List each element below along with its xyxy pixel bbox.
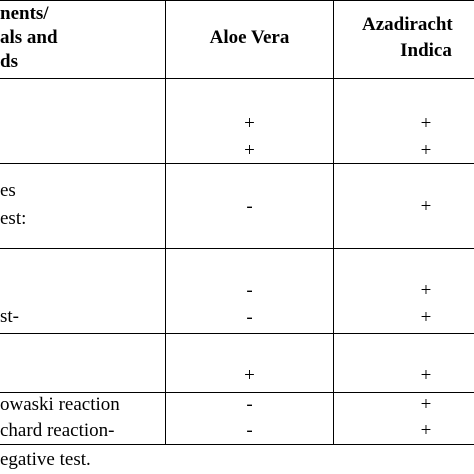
test-label: es: [0, 180, 16, 201]
table-top-border: [0, 0, 474, 1]
row4-bottom-border: [0, 392, 474, 393]
row2-bottom-border: [0, 248, 474, 249]
row3-bottom-border: [0, 333, 474, 334]
test-label: chard reaction-: [0, 420, 115, 441]
aloe-result: +: [244, 113, 255, 134]
azadirachta-result: +: [420, 307, 432, 328]
azadirachta-result: +: [420, 280, 432, 301]
azadirachta-result: +: [420, 394, 432, 415]
test-label: owaski reaction: [0, 394, 120, 415]
table-footnote: egative test.: [0, 449, 91, 470]
header-azadirachta-line-2: Indica: [400, 40, 452, 61]
header-constituents-line-3: ds: [0, 51, 18, 72]
aloe-result: -: [246, 280, 253, 301]
azadirachta-result: +: [420, 365, 432, 386]
aloe-result: +: [244, 140, 255, 161]
aloe-result: -: [246, 196, 253, 217]
table-bottom-border: [0, 444, 474, 445]
row1-bottom-border: [0, 163, 474, 164]
azadirachta-result: +: [420, 140, 432, 161]
header-constituents-line-2: als and: [0, 27, 58, 48]
header-constituents-line-1: nents/: [0, 3, 49, 24]
aloe-result: -: [246, 307, 253, 328]
header-bottom-border: [0, 78, 474, 79]
azadirachta-result: +: [420, 420, 432, 441]
aloe-result: -: [246, 394, 253, 415]
test-label: est:: [0, 208, 27, 229]
azadirachta-result: +: [420, 113, 432, 134]
aloe-result: -: [246, 420, 253, 441]
test-label: st-: [0, 306, 19, 327]
header-aloe-vera: Aloe Vera: [209, 27, 290, 48]
header-azadirachta-line-1: Azadiracht: [362, 14, 453, 35]
azadirachta-result: +: [420, 196, 432, 217]
aloe-result: +: [244, 365, 255, 386]
